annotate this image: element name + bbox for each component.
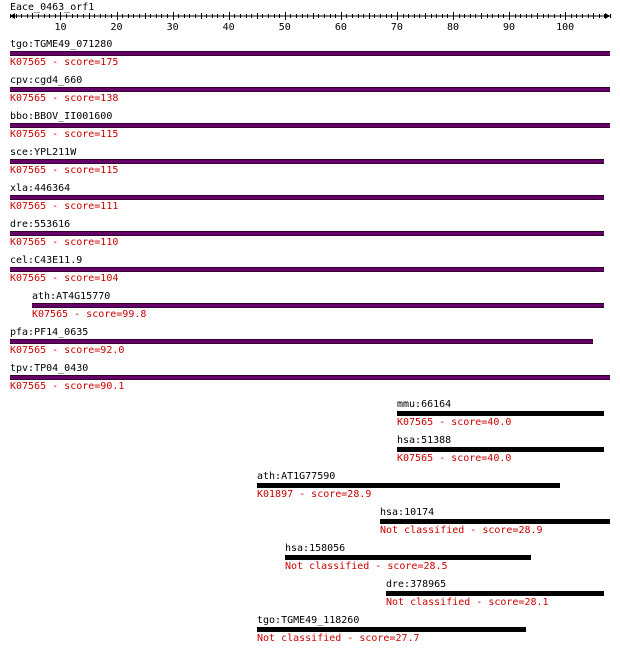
hit-name-link[interactable]: pfa:PF14_0635 bbox=[10, 327, 89, 338]
hit-name-link[interactable]: xla:446364 bbox=[10, 183, 71, 194]
hit-name-link[interactable]: hsa:51388 bbox=[397, 435, 452, 446]
hit-alignment-bar[interactable] bbox=[257, 483, 560, 488]
hit-score-label: K07565 - score=115 bbox=[10, 165, 119, 176]
query-title: Eace_0463_orf1 bbox=[10, 2, 95, 13]
hit-score-label: K07565 - score=92.0 bbox=[10, 345, 125, 356]
hit-alignment-bar[interactable] bbox=[386, 591, 604, 596]
hit-alignment-bar[interactable] bbox=[10, 195, 604, 200]
hit-name-link[interactable]: hsa:158056 bbox=[285, 543, 346, 554]
hit-alignment-bar[interactable] bbox=[397, 411, 604, 416]
ruler-tick-label: 70 bbox=[390, 22, 403, 33]
hit-name-link[interactable]: tgo:TGME49_118260 bbox=[257, 615, 360, 626]
ruler-tick-label: 50 bbox=[278, 22, 291, 33]
hit-alignment-bar[interactable] bbox=[10, 375, 610, 380]
hit-alignment-bar[interactable] bbox=[10, 87, 610, 92]
hit-name-link[interactable]: dre:553616 bbox=[10, 219, 71, 230]
ruler-tick-label: 30 bbox=[166, 22, 179, 33]
hit-score-label: K07565 - score=115 bbox=[10, 129, 119, 140]
hit-name-link[interactable]: ath:AT1G77590 bbox=[257, 471, 336, 482]
hit-alignment-bar[interactable] bbox=[285, 555, 531, 560]
hit-alignment-bar[interactable] bbox=[10, 267, 604, 272]
hit-alignment-bar[interactable] bbox=[32, 303, 604, 308]
hit-alignment-bar[interactable] bbox=[10, 231, 604, 236]
hit-score-label: K07565 - score=138 bbox=[10, 93, 119, 104]
hit-score-label: Not classified - score=28.1 bbox=[386, 597, 549, 608]
position-ruler bbox=[0, 0, 620, 36]
hit-score-label: Not classified - score=28.9 bbox=[380, 525, 543, 536]
hit-name-link[interactable]: sce:YPL211W bbox=[10, 147, 77, 158]
hit-name-link[interactable]: tpv:TP04_0430 bbox=[10, 363, 89, 374]
hit-score-label: K07565 - score=175 bbox=[10, 57, 119, 68]
hit-name-link[interactable]: cpv:cgd4_660 bbox=[10, 75, 83, 86]
hit-score-label: K07565 - score=111 bbox=[10, 201, 119, 212]
hit-alignment-bar[interactable] bbox=[257, 627, 526, 632]
ruler-tick-label: 10 bbox=[54, 22, 67, 33]
ruler-tick-label: 90 bbox=[503, 22, 516, 33]
hit-alignment-bar[interactable] bbox=[10, 123, 610, 128]
ruler-tick-label: 20 bbox=[110, 22, 123, 33]
ruler-tick-label: 40 bbox=[222, 22, 235, 33]
hit-score-label: Not classified - score=28.5 bbox=[285, 561, 448, 572]
hit-name-link[interactable]: tgo:TGME49_071280 bbox=[10, 39, 113, 50]
ruler-tick-label: 100 bbox=[556, 22, 575, 33]
hit-name-link[interactable]: mmu:66164 bbox=[397, 399, 452, 410]
hit-score-label: K07565 - score=40.0 bbox=[397, 453, 512, 464]
ruler-tick-label: 80 bbox=[446, 22, 460, 33]
hit-alignment-bar[interactable] bbox=[10, 51, 610, 56]
hit-name-link[interactable]: ath:AT4G15770 bbox=[32, 291, 111, 302]
hit-name-link[interactable]: cel:C43E11.9 bbox=[10, 255, 83, 266]
hit-name-link[interactable]: bbo:BBOV_II001600 bbox=[10, 111, 113, 122]
hit-name-link[interactable]: dre:378965 bbox=[386, 579, 447, 590]
hit-alignment-bar[interactable] bbox=[10, 159, 604, 164]
ruler-right-arrow-icon bbox=[605, 13, 610, 19]
hit-score-label: K07565 - score=90.1 bbox=[10, 381, 125, 392]
hit-score-label: K07565 - score=99.8 bbox=[32, 309, 147, 320]
ruler-tick-label: 60 bbox=[334, 22, 347, 33]
hit-score-label: K01897 - score=28.9 bbox=[257, 489, 372, 500]
hit-name-link[interactable]: hsa:10174 bbox=[380, 507, 435, 518]
hit-score-label: Not classified - score=27.7 bbox=[257, 633, 420, 644]
hit-alignment-bar[interactable] bbox=[380, 519, 610, 524]
hit-alignment-bar[interactable] bbox=[397, 447, 604, 452]
hit-score-label: K07565 - score=110 bbox=[10, 237, 119, 248]
hit-alignment-bar[interactable] bbox=[10, 339, 593, 344]
hit-score-label: K07565 - score=104 bbox=[10, 273, 119, 284]
hit-score-label: K07565 - score=40.0 bbox=[397, 417, 512, 428]
